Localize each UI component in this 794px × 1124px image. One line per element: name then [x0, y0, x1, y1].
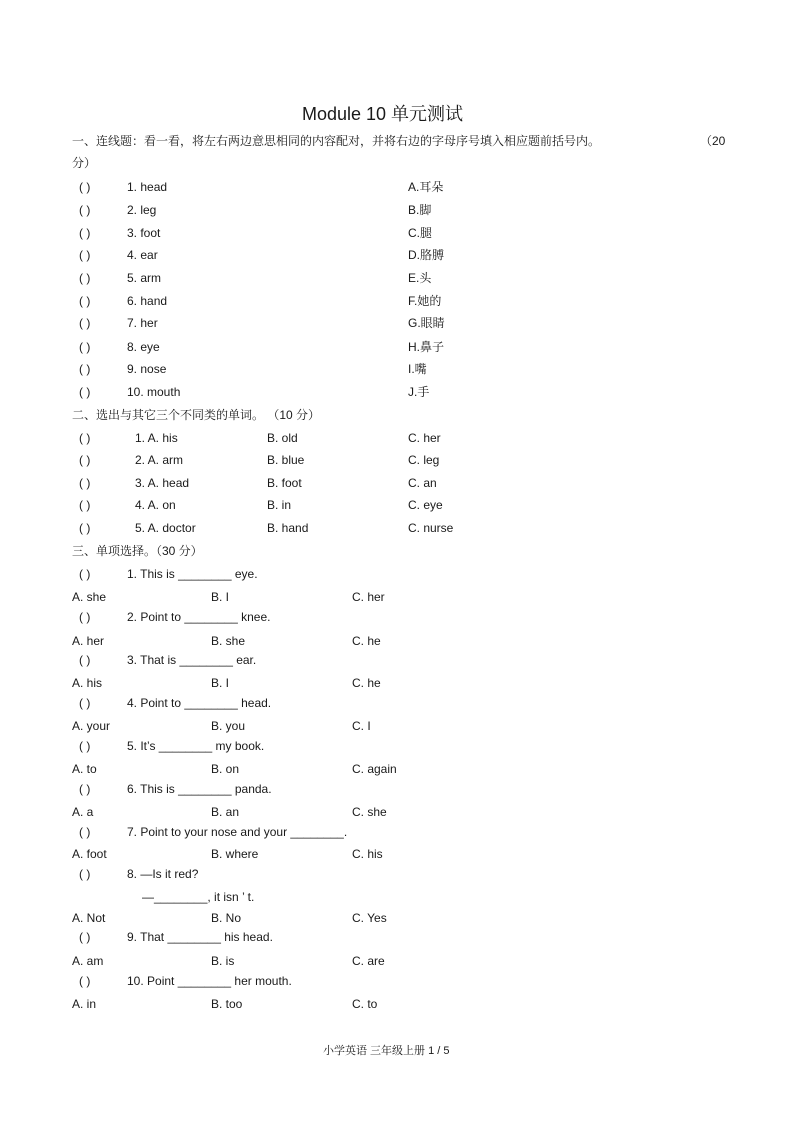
question-text: 8. —Is it red?	[127, 867, 199, 881]
option-a: 4. A. on	[135, 498, 176, 512]
option-b: B. in	[267, 498, 292, 512]
answer-bracket: ( )	[79, 453, 91, 467]
option-c: C. she	[352, 805, 387, 819]
question-text: 1. This is ________ eye.	[127, 567, 258, 581]
option-b: B. she	[211, 634, 246, 648]
option-b: B. an	[211, 805, 240, 819]
option-b: B. I	[211, 590, 230, 604]
option-b: B. too	[211, 997, 243, 1011]
question-text-line2: —________, it isn ’ t.	[142, 890, 255, 904]
option-c: C. an	[408, 476, 437, 490]
match-right-item: E.头	[408, 271, 432, 285]
question-text: 2. Point to ________ knee.	[127, 610, 271, 624]
option-b: B. is	[211, 954, 235, 968]
answer-bracket: ( )	[79, 696, 91, 710]
option-a: A. her	[72, 634, 105, 648]
match-right-item: H.鼻子	[408, 340, 445, 354]
section-2-heading: 二、选出与其它三个不同类的单词。 （10 分）	[72, 408, 321, 422]
option-b: B. where	[211, 847, 259, 861]
option-b: B. on	[211, 762, 240, 776]
match-left-item: 1. head	[127, 180, 168, 194]
option-a: 2. A. arm	[135, 453, 184, 467]
match-left-item: 10. mouth	[127, 385, 181, 399]
answer-bracket: ( )	[79, 316, 91, 330]
page-title: Module 10 单元测试	[302, 104, 464, 124]
option-a: A. she	[72, 590, 107, 604]
match-left-item: 5. arm	[127, 271, 162, 285]
section-3-heading: 三、单项选择。（30 分）	[72, 544, 203, 558]
question-text: 3. That is ________ ear.	[127, 653, 257, 667]
section-1-heading: 一、连线题：看一看，将左右两边意思相同的内容配对，并将右边的字母序号填入相应题前括号内。	[72, 134, 601, 148]
question-text: 6. This is ________ panda.	[127, 782, 272, 796]
match-left-item: 3. foot	[127, 226, 161, 240]
match-right-item: C.腿	[408, 226, 433, 240]
option-c: C. his	[352, 847, 383, 861]
option-c: C. to	[352, 997, 378, 1011]
answer-bracket: ( )	[79, 498, 91, 512]
answer-bracket: ( )	[79, 203, 91, 217]
option-c: C. are	[352, 954, 385, 968]
answer-bracket: ( )	[79, 248, 91, 262]
option-c: C. leg	[408, 453, 440, 467]
option-b: B. hand	[267, 521, 309, 535]
option-a: A. am	[72, 954, 104, 968]
match-left-item: 6. hand	[127, 294, 168, 308]
option-c: C. her	[352, 590, 385, 604]
match-left-item: 2. leg	[127, 203, 157, 217]
option-b: B. foot	[267, 476, 302, 490]
match-right-item: A.耳朵	[408, 180, 444, 194]
match-right-item: F.她的	[408, 294, 442, 308]
answer-bracket: ( )	[79, 521, 91, 535]
match-right-item: J.手	[408, 385, 430, 399]
question-text: 10. Point ________ her mouth.	[127, 974, 292, 988]
answer-bracket: ( )	[79, 340, 91, 354]
section-1-score-unit: 分）	[72, 156, 97, 170]
answer-bracket: ( )	[79, 180, 91, 194]
answer-bracket: ( )	[79, 610, 91, 624]
match-right-item: G.眼睛	[408, 316, 445, 330]
option-a: A. to	[72, 762, 97, 776]
section-1-score: （20	[700, 134, 726, 148]
answer-bracket: ( )	[79, 974, 91, 988]
answer-bracket: ( )	[79, 431, 91, 445]
question-text: 4. Point to ________ head.	[127, 696, 272, 710]
answer-bracket: ( )	[79, 867, 91, 881]
match-left-item: 4. ear	[127, 248, 158, 262]
option-a: A. foot	[72, 847, 107, 861]
match-left-item: 9. nose	[127, 362, 167, 376]
answer-bracket: ( )	[79, 294, 91, 308]
option-c: C. nurse	[408, 521, 454, 535]
option-b: B. blue	[267, 453, 305, 467]
answer-bracket: ( )	[79, 226, 91, 240]
option-c: C. her	[408, 431, 441, 445]
match-right-item: B.脚	[408, 203, 432, 217]
answer-bracket: ( )	[79, 653, 91, 667]
answer-bracket: ( )	[79, 739, 91, 753]
option-a: A. his	[72, 676, 103, 690]
option-a: A. your	[72, 719, 111, 733]
option-c: C. I	[352, 719, 371, 733]
match-left-item: 8. eye	[127, 340, 160, 354]
match-right-item: D.胳膊	[408, 248, 445, 262]
option-c: C. Yes	[352, 911, 387, 925]
question-text: 5. It’s ________ my book.	[127, 739, 265, 753]
question-text: 7. Point to your nose and your ________.	[127, 825, 348, 839]
answer-bracket: ( )	[79, 930, 91, 944]
option-b: B. old	[267, 431, 298, 445]
option-c: C. he	[352, 676, 381, 690]
answer-bracket: ( )	[79, 782, 91, 796]
option-a: 1. A. his	[135, 431, 178, 445]
option-c: C. again	[352, 762, 397, 776]
option-c: C. he	[352, 634, 381, 648]
answer-bracket: ( )	[79, 825, 91, 839]
match-right-item: I.嘴	[408, 362, 427, 376]
match-left-item: 7. her	[127, 316, 158, 330]
option-a: A. Not	[72, 911, 106, 925]
option-b: B. No	[211, 911, 242, 925]
answer-bracket: ( )	[79, 476, 91, 490]
answer-bracket: ( )	[79, 567, 91, 581]
option-b: B. you	[211, 719, 246, 733]
option-a: A. in	[72, 997, 97, 1011]
page-footer: 小学英语 三年级上册 1 / 5	[323, 1045, 450, 1057]
option-a: A. a	[72, 805, 94, 819]
answer-bracket: ( )	[79, 362, 91, 376]
option-a: 3. A. head	[135, 476, 190, 490]
option-c: C. eye	[408, 498, 443, 512]
answer-bracket: ( )	[79, 271, 91, 285]
option-a: 5. A. doctor	[135, 521, 196, 535]
option-b: B. I	[211, 676, 230, 690]
question-text: 9. That ________ his head.	[127, 930, 273, 944]
answer-bracket: ( )	[79, 385, 91, 399]
